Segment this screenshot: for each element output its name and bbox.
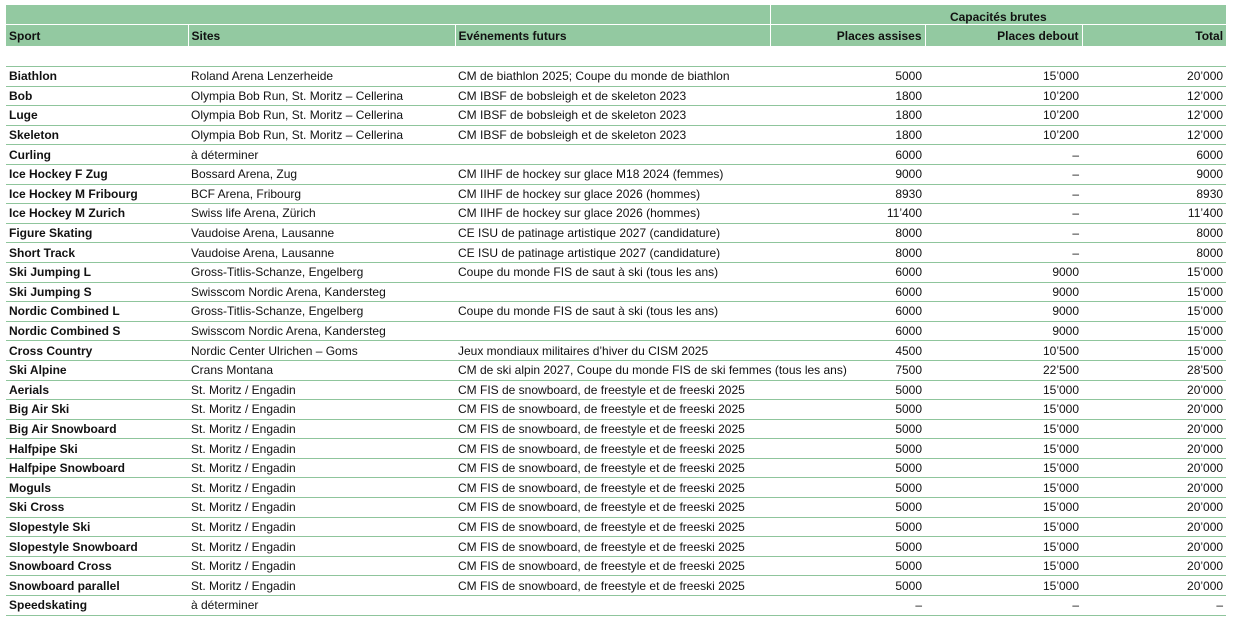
cell-sport: Big Air Ski	[6, 400, 188, 420]
cell-total: 20’000	[1082, 400, 1226, 420]
cell-event: CM FIS de snowboard, de freestyle et de freeski 2025	[455, 458, 770, 478]
header-columns-row	[6, 25, 1226, 47]
table-row	[6, 478, 1226, 498]
cell-total: 6000	[1082, 145, 1226, 165]
table-row	[6, 184, 1226, 204]
table-row	[6, 243, 1226, 263]
cell-standing: 9000	[925, 282, 1082, 302]
cell-total: 15’000	[1082, 282, 1226, 302]
cell-standing: 15’000	[925, 67, 1082, 87]
table-row	[6, 145, 1226, 165]
cell-sport: Snowboard Cross	[6, 556, 188, 576]
cell-standing: –	[925, 204, 1082, 224]
table-body	[6, 46, 1226, 615]
cell-total: 20’000	[1082, 478, 1226, 498]
cell-standing: 15’000	[925, 537, 1082, 557]
cell-total: 8930	[1082, 184, 1226, 204]
cell-site: Gross-Titlis-Schanze, Engelberg	[188, 262, 455, 282]
cell-standing: –	[925, 223, 1082, 243]
header-sites: Sites	[188, 25, 455, 47]
cell-total: 20’000	[1082, 556, 1226, 576]
cell-seated: 5000	[770, 67, 925, 87]
cell-standing: –	[925, 164, 1082, 184]
cell-total: 20’000	[1082, 67, 1226, 87]
cell-standing: 10’200	[925, 86, 1082, 106]
cell-standing: 10’200	[925, 106, 1082, 126]
cell-seated: 5000	[770, 576, 925, 596]
cell-event: CM FIS de snowboard, de freestyle et de freeski 2025	[455, 576, 770, 596]
cell-site: St. Moritz / Engadin	[188, 478, 455, 498]
cell-standing: 10’200	[925, 125, 1082, 145]
cell-event	[455, 145, 770, 165]
cell-event: CM IIHF de hockey sur glace 2026 (hommes)	[455, 204, 770, 224]
cell-event: CM FIS de snowboard, de freestyle et de freeski 2025	[455, 517, 770, 537]
cell-event: CM FIS de snowboard, de freestyle et de freeski 2025	[455, 556, 770, 576]
cell-sport: Slopestyle Snowboard	[6, 537, 188, 557]
cell-sport: Halfpipe Snowboard	[6, 458, 188, 478]
cell-site: Olympia Bob Run, St. Moritz – Cellerina	[188, 86, 455, 106]
cell-site: St. Moritz / Engadin	[188, 498, 455, 518]
cell-event: CM FIS de snowboard, de freestyle et de freeski 2025	[455, 419, 770, 439]
header-total: Total	[1082, 25, 1226, 47]
table-row	[6, 576, 1226, 596]
cell-event: Jeux mondiaux militaires d’hiver du CISM 2025	[455, 341, 770, 361]
cell-site: Olympia Bob Run, St. Moritz – Cellerina	[188, 106, 455, 126]
cell-event: CM IIHF de hockey sur glace 2026 (hommes)	[455, 184, 770, 204]
cell-total: 15’000	[1082, 302, 1226, 322]
table-row	[6, 67, 1226, 87]
cell-seated: 4500	[770, 341, 925, 361]
cell-total: 20’000	[1082, 380, 1226, 400]
cell-site: St. Moritz / Engadin	[188, 556, 455, 576]
cell-total: 11’400	[1082, 204, 1226, 224]
header-spacer	[6, 46, 1226, 67]
cell-sport: Ski Jumping L	[6, 262, 188, 282]
table-row	[6, 125, 1226, 145]
table-row	[6, 517, 1226, 537]
cell-sport: Ice Hockey M Zurich	[6, 204, 188, 224]
cell-site: Crans Montana	[188, 360, 455, 380]
cell-total: 20’000	[1082, 576, 1226, 596]
cell-seated: 6000	[770, 145, 925, 165]
table-row	[6, 458, 1226, 478]
cell-total: 20’000	[1082, 517, 1226, 537]
cell-standing: 9000	[925, 262, 1082, 282]
cell-seated: 6000	[770, 321, 925, 341]
table-row	[6, 596, 1226, 616]
cell-site: St. Moritz / Engadin	[188, 439, 455, 459]
cell-standing: 15’000	[925, 478, 1082, 498]
cell-total: 8000	[1082, 223, 1226, 243]
cell-site: Roland Arena Lenzerheide	[188, 67, 455, 87]
capacity-table-container	[6, 5, 1226, 616]
cell-total: 20’000	[1082, 458, 1226, 478]
cell-site: Bossard Arena, Zug	[188, 164, 455, 184]
cell-standing: 10’500	[925, 341, 1082, 361]
cell-site: Vaudoise Arena, Lausanne	[188, 243, 455, 263]
cell-standing: 15’000	[925, 400, 1082, 420]
cell-standing: 15’000	[925, 556, 1082, 576]
header-sport: Sport	[6, 25, 188, 47]
cell-seated: 8930	[770, 184, 925, 204]
cell-seated: 6000	[770, 282, 925, 302]
table-row	[6, 262, 1226, 282]
table-row	[6, 360, 1226, 380]
cell-site: St. Moritz / Engadin	[188, 380, 455, 400]
cell-seated: 9000	[770, 164, 925, 184]
cell-event: CM FIS de snowboard, de freestyle et de freeski 2025	[455, 400, 770, 420]
table-row	[6, 380, 1226, 400]
spacer-cell	[6, 46, 1226, 67]
cell-sport: Snowboard parallel	[6, 576, 188, 596]
cell-seated: 1800	[770, 86, 925, 106]
cell-total: 12’000	[1082, 125, 1226, 145]
cell-standing: 9000	[925, 321, 1082, 341]
cell-event: CM IBSF de bobsleigh et de skeleton 2023	[455, 106, 770, 126]
cell-sport: Short Track	[6, 243, 188, 263]
cell-site: St. Moritz / Engadin	[188, 537, 455, 557]
cell-standing: 15’000	[925, 419, 1082, 439]
cell-site: Vaudoise Arena, Lausanne	[188, 223, 455, 243]
cell-seated: 5000	[770, 439, 925, 459]
cell-total: 28’500	[1082, 360, 1226, 380]
header-group-row	[6, 5, 1226, 25]
header-seated: Places assises	[770, 25, 925, 47]
cell-seated: 5000	[770, 498, 925, 518]
cell-event: CE ISU de patinage artistique 2027 (candidature)	[455, 243, 770, 263]
cell-sport: Curling	[6, 145, 188, 165]
cell-sport: Luge	[6, 106, 188, 126]
cell-site: St. Moritz / Engadin	[188, 576, 455, 596]
cell-event: CM FIS de snowboard, de freestyle et de freeski 2025	[455, 380, 770, 400]
cell-standing: 15’000	[925, 498, 1082, 518]
header-standing: Places debout	[925, 25, 1082, 47]
cell-standing: 15’000	[925, 576, 1082, 596]
cell-sport: Moguls	[6, 478, 188, 498]
cell-sport: Aerials	[6, 380, 188, 400]
cell-event	[455, 321, 770, 341]
cell-seated: 5000	[770, 419, 925, 439]
cell-total: 20’000	[1082, 419, 1226, 439]
cell-standing: –	[925, 596, 1082, 616]
cell-sport: Bob	[6, 86, 188, 106]
header-blank-cell	[6, 5, 770, 25]
cell-site: Olympia Bob Run, St. Moritz – Cellerina	[188, 125, 455, 145]
header-events: Evénements futurs	[455, 25, 770, 47]
cell-site: Swisscom Nordic Arena, Kandersteg	[188, 282, 455, 302]
cell-seated: 5000	[770, 380, 925, 400]
cell-event: Coupe du monde FIS de saut à ski (tous les ans)	[455, 302, 770, 322]
cell-site: BCF Arena, Fribourg	[188, 184, 455, 204]
cell-standing: 15’000	[925, 380, 1082, 400]
table-row	[6, 164, 1226, 184]
cell-event: Coupe du monde FIS de saut à ski (tous les ans)	[455, 262, 770, 282]
cell-standing: –	[925, 184, 1082, 204]
cell-event: CM IIHF de hockey sur glace M18 2024 (femmes)	[455, 164, 770, 184]
cell-standing: 15’000	[925, 517, 1082, 537]
table-row	[6, 341, 1226, 361]
cell-event: CM de biathlon 2025; Coupe du monde de biathlon	[455, 67, 770, 87]
table-row	[6, 556, 1226, 576]
table-row	[6, 498, 1226, 518]
table-row	[6, 302, 1226, 322]
cell-standing: –	[925, 243, 1082, 263]
cell-site: St. Moritz / Engadin	[188, 517, 455, 537]
cell-seated: 5000	[770, 517, 925, 537]
table-row	[6, 223, 1226, 243]
table-header	[6, 5, 1226, 46]
cell-sport: Ski Jumping S	[6, 282, 188, 302]
cell-seated: 8000	[770, 243, 925, 263]
cell-seated: –	[770, 596, 925, 616]
cell-sport: Speedskating	[6, 596, 188, 616]
cell-seated: 6000	[770, 302, 925, 322]
cell-event: CM FIS de snowboard, de freestyle et de freeski 2025	[455, 498, 770, 518]
cell-sport: Cross Country	[6, 341, 188, 361]
capacity-table	[6, 5, 1226, 616]
table-row	[6, 439, 1226, 459]
table-row	[6, 204, 1226, 224]
cell-sport: Ski Alpine	[6, 360, 188, 380]
table-row	[6, 400, 1226, 420]
cell-total: 20’000	[1082, 498, 1226, 518]
cell-seated: 5000	[770, 537, 925, 557]
cell-seated: 1800	[770, 106, 925, 126]
cell-sport: Ice Hockey M Fribourg	[6, 184, 188, 204]
cell-standing: 15’000	[925, 439, 1082, 459]
cell-seated: 5000	[770, 478, 925, 498]
cell-event: CM FIS de snowboard, de freestyle et de freeski 2025	[455, 537, 770, 557]
cell-total: 20’000	[1082, 537, 1226, 557]
cell-seated: 11’400	[770, 204, 925, 224]
cell-event: CE ISU de patinage artistique 2027 (candidature)	[455, 223, 770, 243]
cell-total: 20’000	[1082, 439, 1226, 459]
cell-total: 15’000	[1082, 341, 1226, 361]
cell-site: Swiss life Arena, Zürich	[188, 204, 455, 224]
cell-event	[455, 282, 770, 302]
cell-event: CM de ski alpin 2027, Coupe du monde FIS de ski femmes (tous les ans)	[455, 360, 770, 380]
cell-total: 12’000	[1082, 86, 1226, 106]
cell-seated: 8000	[770, 223, 925, 243]
cell-site: à déterminer	[188, 145, 455, 165]
cell-total: 8000	[1082, 243, 1226, 263]
cell-site: Gross-Titlis-Schanze, Engelberg	[188, 302, 455, 322]
table-row	[6, 86, 1226, 106]
cell-site: à déterminer	[188, 596, 455, 616]
cell-seated: 5000	[770, 400, 925, 420]
cell-sport: Big Air Snowboard	[6, 419, 188, 439]
cell-event: CM IBSF de bobsleigh et de skeleton 2023	[455, 125, 770, 145]
cell-site: Swisscom Nordic Arena, Kandersteg	[188, 321, 455, 341]
header-group-capacites: Capacités brutes	[770, 5, 1226, 25]
cell-standing: 9000	[925, 302, 1082, 322]
cell-total: 15’000	[1082, 262, 1226, 282]
cell-seated: 6000	[770, 262, 925, 282]
cell-standing: –	[925, 145, 1082, 165]
cell-sport: Ice Hockey F Zug	[6, 164, 188, 184]
cell-total: 15’000	[1082, 321, 1226, 341]
cell-sport: Biathlon	[6, 67, 188, 87]
cell-standing: 15’000	[925, 458, 1082, 478]
cell-sport: Nordic Combined L	[6, 302, 188, 322]
cell-sport: Figure Skating	[6, 223, 188, 243]
cell-site: St. Moritz / Engadin	[188, 400, 455, 420]
cell-site: St. Moritz / Engadin	[188, 458, 455, 478]
cell-seated: 5000	[770, 458, 925, 478]
cell-sport: Ski Cross	[6, 498, 188, 518]
cell-site: Nordic Center Ulrichen – Goms	[188, 341, 455, 361]
cell-event: CM FIS de snowboard, de freestyle et de freeski 2025	[455, 439, 770, 459]
table-row	[6, 321, 1226, 341]
table-row	[6, 282, 1226, 302]
cell-seated: 1800	[770, 125, 925, 145]
cell-total: –	[1082, 596, 1226, 616]
cell-sport: Slopestyle Ski	[6, 517, 188, 537]
cell-total: 9000	[1082, 164, 1226, 184]
cell-event: CM FIS de snowboard, de freestyle et de freeski 2025	[455, 478, 770, 498]
cell-sport: Halfpipe Ski	[6, 439, 188, 459]
cell-event	[455, 596, 770, 616]
cell-seated: 5000	[770, 556, 925, 576]
cell-site: St. Moritz / Engadin	[188, 419, 455, 439]
cell-sport: Nordic Combined S	[6, 321, 188, 341]
table-row	[6, 106, 1226, 126]
table-row	[6, 419, 1226, 439]
cell-seated: 7500	[770, 360, 925, 380]
cell-standing: 22’500	[925, 360, 1082, 380]
cell-sport: Skeleton	[6, 125, 188, 145]
cell-event: CM IBSF de bobsleigh et de skeleton 2023	[455, 86, 770, 106]
table-row	[6, 537, 1226, 557]
cell-total: 12’000	[1082, 106, 1226, 126]
